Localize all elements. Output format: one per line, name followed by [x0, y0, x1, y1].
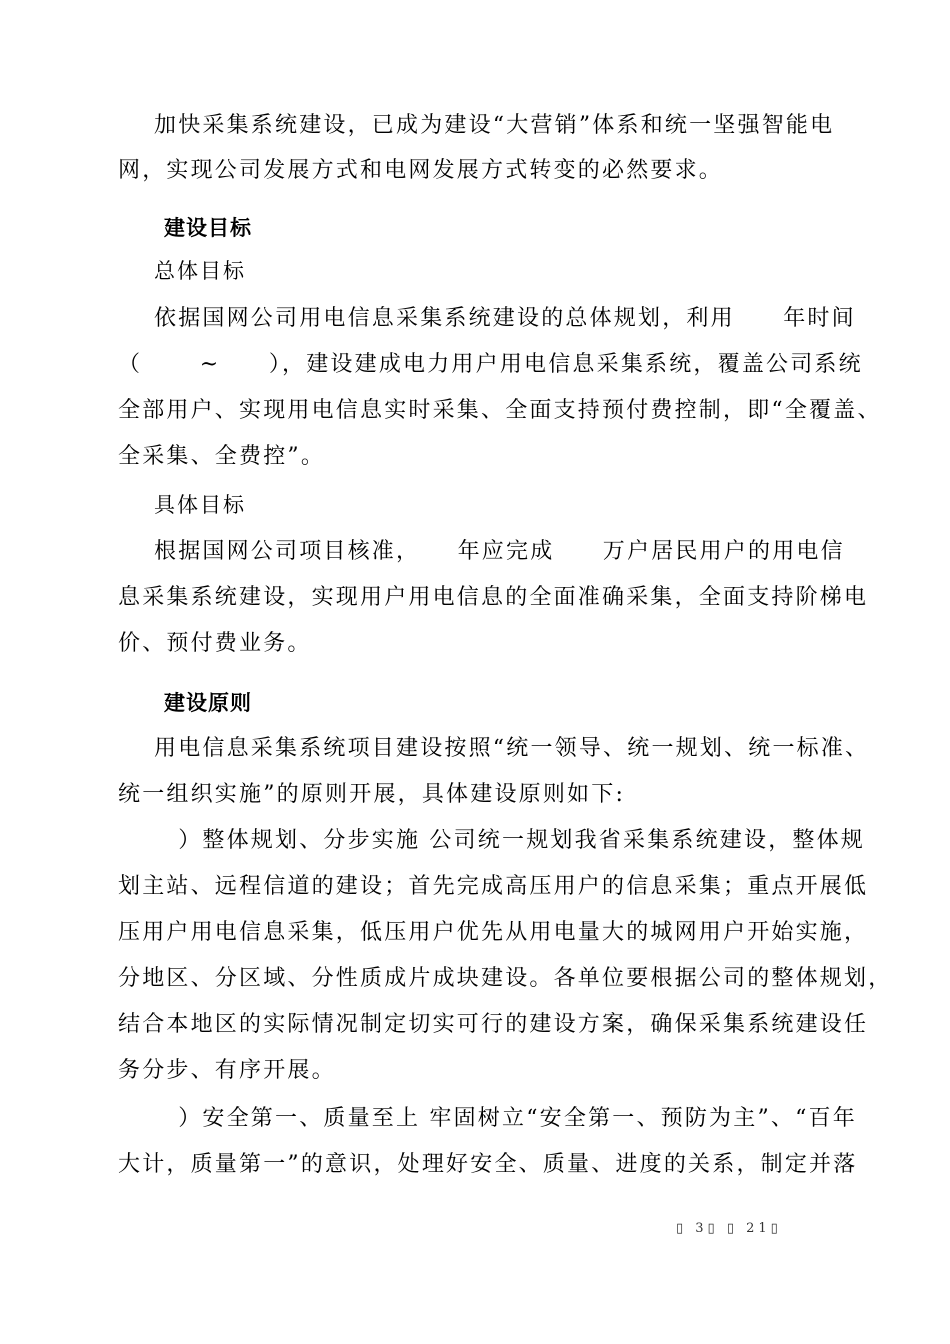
- principles-heading: 建设原则: [164, 691, 252, 715]
- intro-line-2: 网，实现公司发展方式和电网发展方式转变的必然要求。: [118, 158, 724, 183]
- specific-line-1: 根据国网公司项目核准， 年应完成 万户居民用户的用电信: [154, 539, 845, 564]
- principle-1-line-2: 划主站、远程信道的建设；首先完成高压用户的信息采集；重点开展低: [118, 874, 869, 899]
- page-number: ▯ 3▯ ▯ 21▯: [676, 1221, 782, 1236]
- overall-line-4: 全采集、全费控”。: [118, 444, 326, 469]
- principle-1-line-5: 结合本地区的实际情况制定切实可行的建设方案，确保采集系统建设任: [118, 1012, 869, 1037]
- principle-2-line-1: ）安全第一、质量至上 牢固树立“安全第一、预防为主”、“百年: [154, 1106, 857, 1131]
- principles-line-2: 统一组织实施”的原则开展，具体建设原则如下:: [118, 782, 626, 807]
- principle-1-line-6: 务分步、有序开展。: [118, 1058, 336, 1083]
- principle-1-line-4: 分地区、分区域、分性质成片成块建设。各单位要根据公司的整体规划，: [118, 966, 893, 991]
- specific-line-3: 价、预付费业务。: [118, 631, 312, 656]
- overall-line-1: 依据国网公司用电信息采集系统建设的总体规划，利用 年时间: [154, 306, 856, 331]
- principle-1-line-3: 压用户用电信息采集，低压用户优先从用电量大的城网用户开始实施，: [118, 920, 869, 945]
- goals-heading: 建设目标: [164, 216, 252, 240]
- principle-2-line-2: 大计，质量第一”的意识，处理好安全、质量、进度的关系，制定并落: [118, 1152, 858, 1177]
- intro-line-1: 加快采集系统建设，已成为建设“大营销”体系和统一坚强智能电: [154, 113, 835, 138]
- overall-goal-heading: 总体目标: [154, 259, 246, 283]
- principle-1-line-1: ）整体规划、分步实施 公司统一规划我省采集系统建设，整体规: [154, 828, 865, 853]
- overall-line-3: 全部用户、实现用电信息实时采集、全面支持预付费控制，即“全覆盖、: [118, 398, 882, 423]
- overall-line-2: （ ~ ），建设建成电力用户用电信息采集系统，覆盖公司系统: [118, 352, 863, 377]
- specific-goal-heading: 具体目标: [154, 493, 246, 517]
- principles-line-1: 用电信息采集系统项目建设按照“统一领导、统一规划、统一标准、: [154, 736, 870, 761]
- specific-line-2: 息采集系统建设，实现用户用电信息的全面准确采集，全面支持阶梯电: [118, 585, 869, 610]
